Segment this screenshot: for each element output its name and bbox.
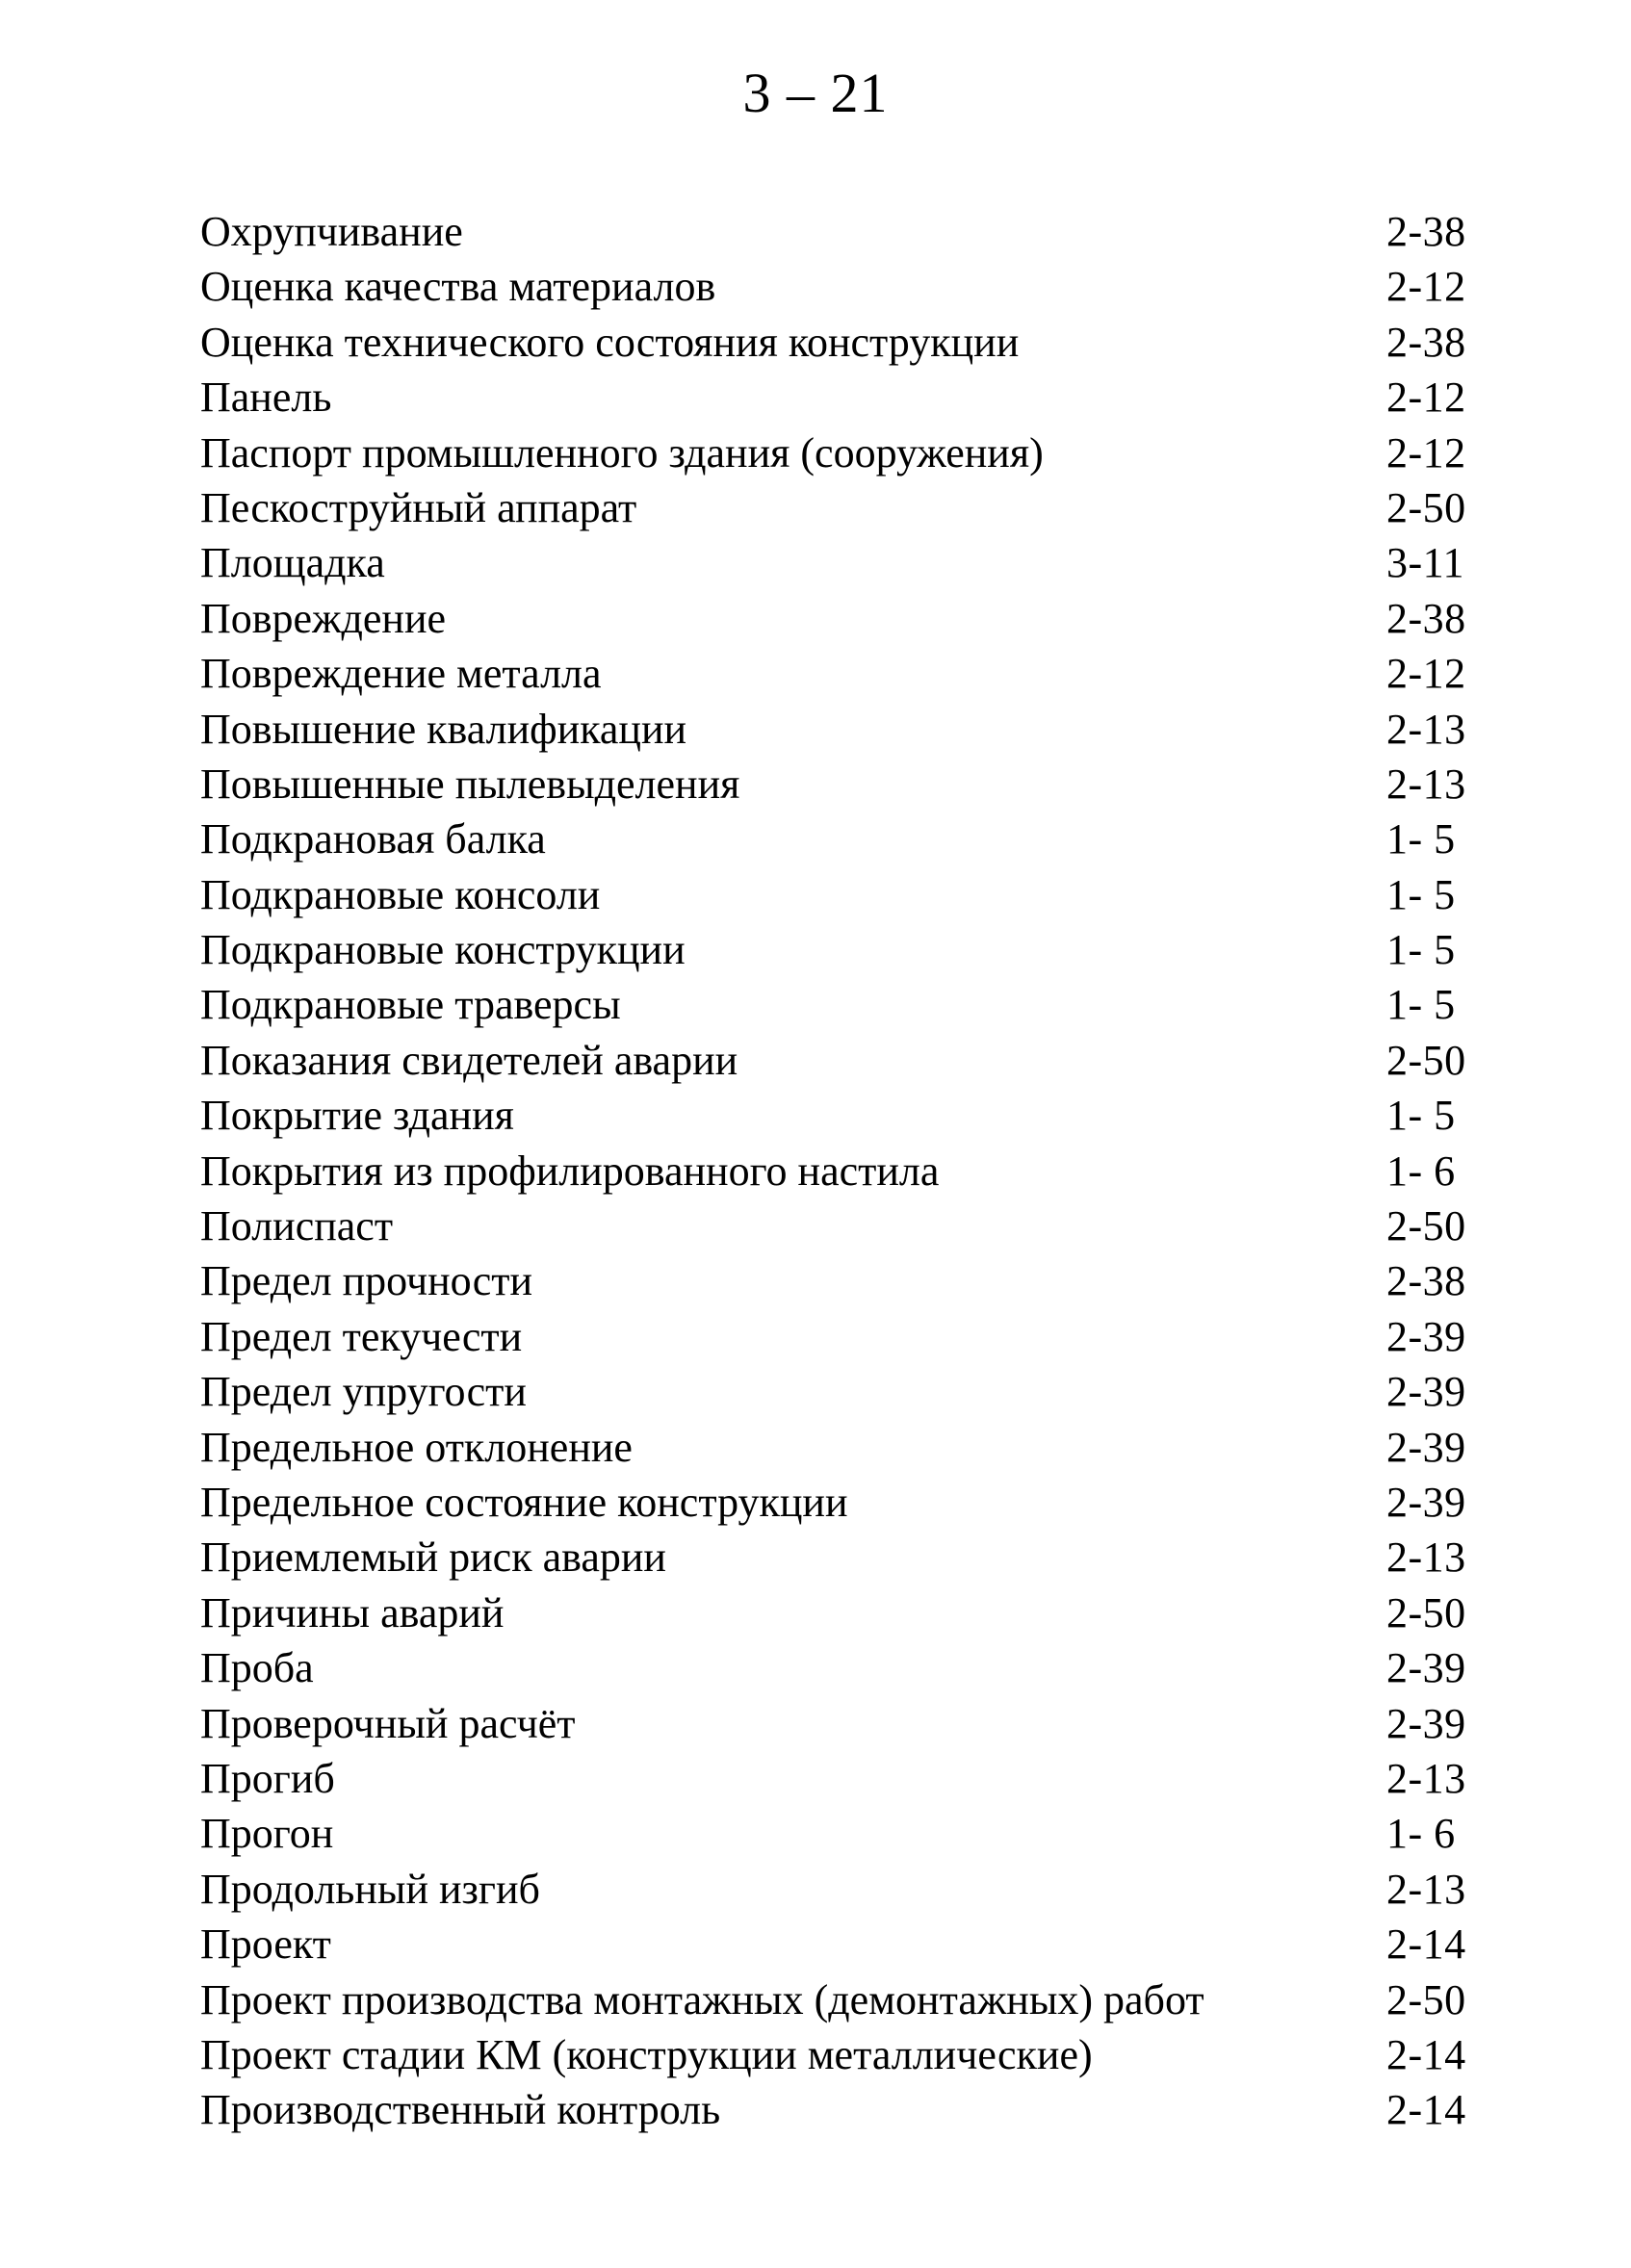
index-page-ref: 2-38 — [1386, 318, 1466, 366]
index-page-ref: 1- 6 — [1386, 1147, 1456, 1195]
index-term: Прогон — [200, 1810, 334, 1858]
index-term: Предел прочности — [200, 1257, 533, 1305]
index-entry — [200, 1862, 1490, 1917]
index-term: Причины аварий — [200, 1588, 505, 1637]
index-entry — [200, 812, 1490, 866]
index-page-ref: 2-39 — [1386, 1644, 1466, 1692]
index-page-ref: 2-13 — [1386, 705, 1466, 753]
index-term: Оценка качества материалов — [200, 263, 716, 311]
index-entry — [200, 1033, 1490, 1088]
index-page-ref: 1- 5 — [1386, 926, 1456, 974]
index-entry — [200, 1475, 1490, 1530]
index-page-ref: 2-14 — [1386, 1920, 1466, 1969]
index-entry — [200, 1917, 1490, 1972]
index-page-ref: 2-14 — [1386, 2030, 1466, 2078]
index-term: Полиспаст — [200, 1202, 394, 1250]
index-entry — [200, 1530, 1490, 1585]
index-term: Подкрановые консоли — [200, 870, 601, 918]
index-term: Проба — [200, 1644, 314, 1692]
index-page-ref: 2-38 — [1386, 1257, 1466, 1305]
index-page-ref: 2-38 — [1386, 208, 1466, 255]
index-page-ref: 2-39 — [1386, 1312, 1466, 1360]
index-entry — [200, 1751, 1490, 1806]
index-entry — [200, 646, 1490, 701]
index-page-ref: 1- 6 — [1386, 1810, 1456, 1858]
index-entry — [200, 977, 1490, 1032]
index-entry — [200, 370, 1490, 425]
index-entry — [200, 2082, 1490, 2137]
index-entry — [200, 1088, 1490, 1143]
page-number: 3 – 21 — [742, 62, 889, 124]
index-page-ref: 2-50 — [1386, 1975, 1466, 2023]
index-entry — [200, 922, 1490, 977]
index-term: Подкрановая балка — [200, 815, 546, 863]
index-entry — [200, 1253, 1490, 1308]
index-page-ref: 1- 5 — [1386, 981, 1456, 1029]
index-entry — [200, 1364, 1490, 1419]
index-term: Продольный изгиб — [200, 1865, 540, 1913]
index-page-ref: 2-50 — [1386, 1036, 1466, 1084]
index-entry — [200, 204, 1490, 259]
index-entry — [200, 480, 1490, 535]
index-entry — [200, 702, 1490, 757]
index-term: Паспорт промышленного здания (сооружения) — [200, 428, 1044, 477]
index-term: Проект — [200, 1920, 331, 1969]
index-term: Показания свидетелей аварии — [200, 1036, 738, 1084]
index-term: Оценка технического состояния конструкции — [200, 318, 1020, 366]
index-page-ref: 2-39 — [1386, 1478, 1466, 1526]
index-page-ref: 2-13 — [1386, 1533, 1466, 1582]
index-page-ref: 2-12 — [1386, 263, 1466, 311]
index-entry — [200, 757, 1490, 812]
index-term: Подкрановые конструкции — [200, 926, 686, 974]
index-page-ref: 2-12 — [1386, 428, 1466, 477]
index-page-ref: 2-39 — [1386, 1423, 1466, 1471]
index-list — [200, 204, 1490, 2138]
index-entry — [200, 591, 1490, 646]
index-entry — [200, 425, 1490, 480]
index-entry — [200, 1144, 1490, 1198]
index-term: Повреждение — [200, 594, 447, 642]
index-term: Предел упругости — [200, 1368, 527, 1416]
index-page-ref: 2-39 — [1386, 1699, 1466, 1747]
index-entry — [200, 1420, 1490, 1475]
index-entry — [200, 535, 1490, 590]
index-term: Покрытие здания — [200, 1092, 514, 1140]
index-page-ref: 2-13 — [1386, 1754, 1466, 1802]
index-term: Повышенные пылевыделения — [200, 760, 740, 808]
index-term: Производственный контроль — [200, 2086, 721, 2134]
index-page-ref: 2-50 — [1386, 1588, 1466, 1637]
index-term: Пескоструйный аппарат — [200, 483, 637, 531]
index-entry — [200, 1640, 1490, 1695]
index-entry — [200, 1309, 1490, 1364]
index-page-ref: 2-13 — [1386, 760, 1466, 808]
index-page-ref: 2-50 — [1386, 483, 1466, 531]
index-page-ref: 2-12 — [1386, 650, 1466, 698]
index-entry — [200, 2027, 1490, 2082]
index-term: Приемлемый риск аварии — [200, 1533, 666, 1582]
index-entry — [200, 867, 1490, 922]
index-term: Повреждение металла — [200, 650, 602, 698]
index-entry — [200, 1972, 1490, 2027]
index-term: Предельное состояние конструкции — [200, 1478, 848, 1526]
index-term: Площадка — [200, 539, 385, 587]
index-entry — [200, 259, 1490, 314]
index-term: Повышение квалификации — [200, 705, 687, 753]
index-page-ref: 1- 5 — [1386, 870, 1456, 918]
index-term: Панель — [200, 374, 332, 422]
index-term: Предел текучести — [200, 1312, 523, 1360]
index-page-ref: 2-13 — [1386, 1865, 1466, 1913]
index-entry — [200, 1696, 1490, 1751]
index-entry — [200, 1198, 1490, 1253]
index-page-ref: 2-14 — [1386, 2086, 1466, 2134]
index-term: Проверочный расчёт — [200, 1699, 576, 1747]
index-term: Прогиб — [200, 1754, 335, 1802]
index-entry — [200, 315, 1490, 370]
index-term: Охрупчивание — [200, 208, 463, 255]
index-page-ref: 2-38 — [1386, 594, 1466, 642]
index-page-ref: 1- 5 — [1386, 1092, 1456, 1140]
index-page-ref: 2-39 — [1386, 1368, 1466, 1416]
index-term: Предельное отклонение — [200, 1423, 633, 1471]
index-term: Покрытия из профилированного настила — [200, 1147, 940, 1195]
index-entry — [200, 1806, 1490, 1861]
index-page-ref: 2-12 — [1386, 374, 1466, 422]
index-page-ref: 3-11 — [1386, 539, 1465, 587]
index-entry — [200, 1585, 1490, 1640]
index-term: Проект производства монтажных (демонтажных) работ — [200, 1975, 1204, 2023]
index-term: Проект стадии КМ (конструкции металлические) — [200, 2030, 1093, 2078]
index-term: Подкрановые траверсы — [200, 981, 621, 1029]
index-page-ref: 2-50 — [1386, 1202, 1466, 1250]
index-page-ref: 1- 5 — [1386, 815, 1456, 863]
